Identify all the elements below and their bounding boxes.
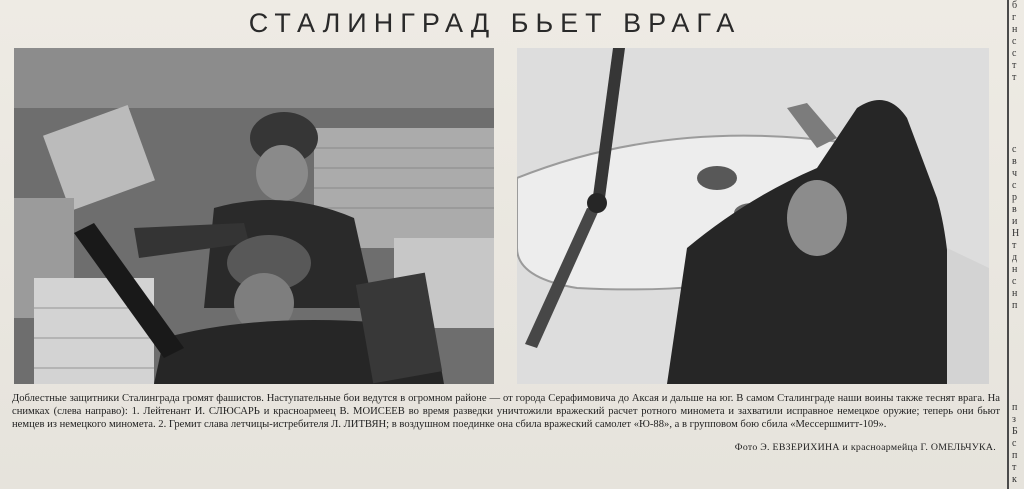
side-letter: п [1012, 300, 1018, 311]
side-letter: р [1012, 192, 1017, 203]
side-letter: з [1012, 414, 1016, 425]
column-divider [1007, 0, 1009, 489]
side-letter: н [1012, 288, 1018, 299]
side-letter: п [1012, 402, 1018, 413]
side-letter: с [1012, 144, 1017, 155]
side-letter: с [1012, 276, 1017, 287]
side-letter: с [1012, 180, 1017, 191]
photo-caption: Доблестные защитники Сталинграда громят фашистов. Наступательные бои ведутся в огромном районе — от города Серафимовича до Аксая и дальше на юг. В самом Сталинграде наши воины также теснят врага. На снимках (слева направо): 1. Лейтенант И. СЛЮСАРЬ и красноармеец В. МОИСЕЕВ во время разведки уничтожили вражеский расчет ротного миномета и захватили исправное немецкое оружие; теперь они бьют немцев из немецкого миномета. 2. Гремит слава летчицы-истребителя Л. ЛИТВЯН; в воздушном поединке она сбила вражеский самолет «Ю-88», а в групповом бою сбила «Мессершмитт-109». [12, 393, 1000, 430]
side-letter: п [1012, 450, 1018, 461]
side-letter: и [1012, 216, 1018, 227]
side-letter: к [1012, 474, 1017, 485]
side-letter: н [1012, 24, 1018, 35]
side-block-1 [1012, 0, 1024, 84]
side-letter: т [1012, 72, 1017, 83]
side-letter: н [1012, 264, 1018, 275]
photo-credit: Фото Э. ЕВЗЕРИХИНА и красноармейца Г. ОМЕЛЬЧУКА. [734, 442, 996, 453]
side-block-3 [1012, 402, 1024, 486]
side-letter: т [1012, 462, 1017, 473]
headline: СТАЛИНГРАД БЬЕТ ВРАГА [248, 8, 742, 38]
side-letter: т [1012, 240, 1017, 251]
side-letter: Н [1012, 228, 1020, 239]
pilot-plane-image [517, 48, 989, 384]
side-letter: в [1012, 204, 1017, 215]
side-letter: Б [1012, 426, 1018, 437]
side-letter: с [1012, 36, 1017, 47]
soldiers-mortar-image [14, 48, 494, 384]
side-letter: ч [1012, 168, 1018, 179]
side-letter: т [1012, 60, 1017, 71]
side-letter: с [1012, 48, 1017, 59]
side-letter: д [1012, 252, 1018, 263]
side-letter: в [1012, 156, 1017, 167]
side-letter: г [1012, 12, 1017, 23]
photo-pilot-plane [517, 48, 989, 384]
side-block-2 [1012, 144, 1024, 312]
side-letter: с [1012, 438, 1017, 449]
side-letter: б [1012, 0, 1018, 11]
photo-soldiers-mortar [14, 48, 494, 384]
adjacent-column-fragment [1012, 0, 1024, 489]
